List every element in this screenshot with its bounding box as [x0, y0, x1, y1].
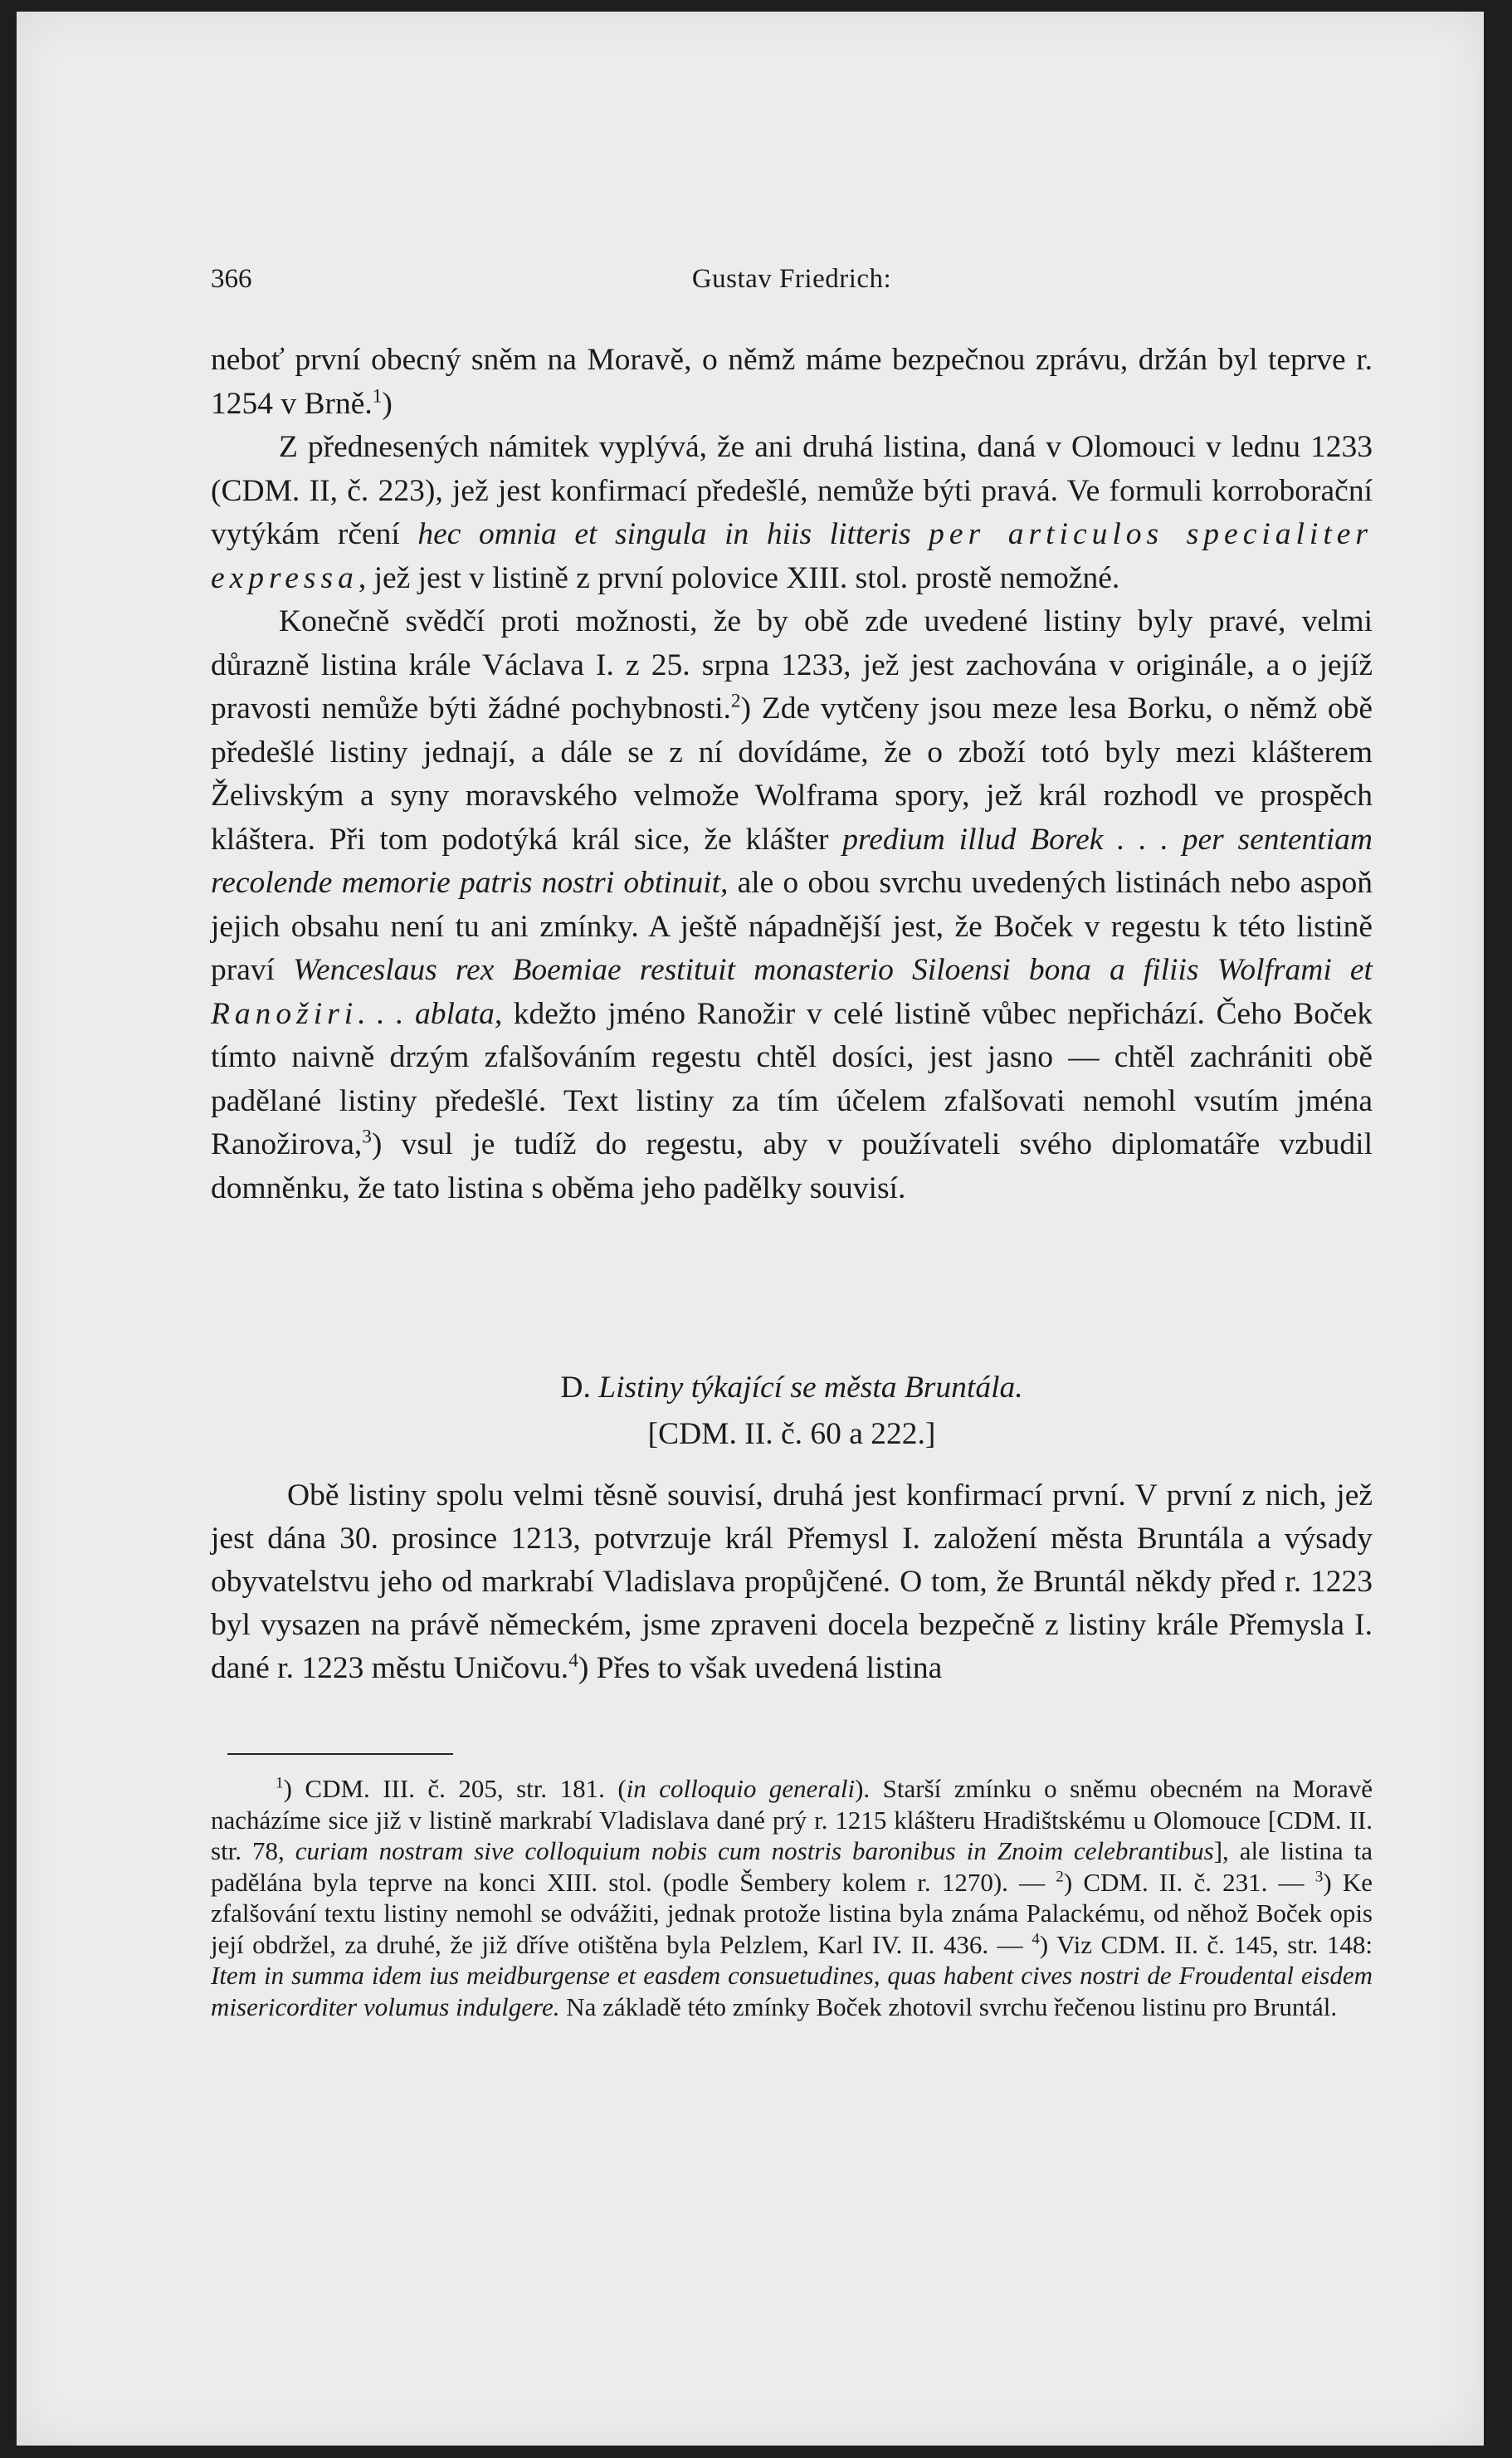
page-header — [211, 257, 1373, 299]
footnotes — [211, 1773, 1373, 2022]
footnote-ref-3: 3 — [362, 1126, 372, 1148]
spaced-name: Ranožiri — [211, 996, 358, 1031]
section-letter: D. — [560, 1371, 591, 1405]
spaced-latin: per articulos specialiter expressa — [211, 517, 1373, 595]
section-reference: [CDM. II. č. 60 a 222.] — [647, 1417, 936, 1451]
footnote-ref-2: 2 — [730, 690, 741, 712]
section-heading — [211, 1365, 1373, 1458]
paragraph-1: neboť první obecný sněm na Moravě, o němž máme bezpečnou zprávu, držán byl teprve r. 1254 v Brně.$^1$) — [211, 343, 1373, 421]
footnote-ref-4: 4 — [568, 1649, 578, 1672]
footnote-ref-1: 1 — [372, 385, 383, 407]
running-head: Gustav Friedrich: — [691, 264, 892, 294]
section-text — [211, 1474, 1373, 1690]
section-title: Listiny týkající se města Bruntála. — [598, 1371, 1023, 1405]
paragraph-3: Konečně svědčí proti možnosti, že by obě zde uvedené listiny byly pravé, velmi důrazně listina krále Václava I. z 25. srpna 1233, jež jest zachována v originále, a o jejíž pravosti nemůže býti žádné pochybnosti.$^2$) Zde vytčeny jsou meze lesa Borku, o němž obě předešlé listiny jednají, a dále se z ní dovídáme, že o zboží totó byly mezi klášterem Želivským a syny moravského velmože Wolframa spory, jež král rozhodl ve prospěch kláštera. Při tom podotýká král sice, že klášter predium illud Borek . . . per sententiam recolende memorie patris nostri obtinuit, ale o obou svrchu uvedených listinách nebo aspoň jejich obsahu není tu ani zmínky. A ještě nápadnější jest, že Boček v regestu k této listině praví Wenceslaus rex Boemiae restituit monasterio Siloensi bona a filiis Wolframi et Ranožiri. . . ablata, kdežto jméno Ranožir v celé listině vůbec nepřichází. Čeho Boček tímto naivně drzým zfalšováním regestu chtěl dosíci, jest jasno — chtěl zachrániti obě padělané listiny předešlé. Text listiny za tím účelem zfalšovati nemohl vsutím jména Ranožirova,$^3$) vsul je tudíž do regestu, aby v používateli svého diplomatáře vzbudil domněnku, že tato listina s oběma jeho padělky souvisí. — [211, 604, 1373, 1205]
paragraph-2: Z přednesených námitek vyplývá, že ani druhá listina, daná v Olomouci v lednu 1233 (CDM. II, č. 223), jež jest konfirmací předešlé, nemůže býti pravá. Ve formuli korroborační vytýkám rčení hec omnia et singula in hiis litteris per articulos specialiter expressa, jež jest v listině z první polovice XIII. stol. prostě nemožné. — [211, 430, 1373, 595]
main-text — [211, 339, 1373, 1210]
scanned-page — [17, 12, 1484, 2446]
paragraph-4: Obě listiny spolu velmi těsně souvisí, druhá jest konfirmací první. V první z nich, jež jest dána 30. prosince 1213, potvrzuje král Přemysl I. založení města Bruntála a výsady obyvatelstvu jeho od markrabí Vladislava propůjčené. O tom, že Bruntál někdy před r. 1223 byl vysazen na právě německém, jsme zpraveni docela bezpečně z listiny krále Přemysla I. dané r. 1223 městu Uničovu.$^4$) Přes to však uvedená listina — [211, 1478, 1373, 1685]
footnote-1: $^1$) CDM. III. č. 205, str. 181. (in colloquio generali). Starší zmínku o sněmu obecném na Moravě nacházíme sice již v listině markrabí Vladislava dané prý r. 1215 klášteru Hradištskému u Olomouce [CDM. II. str. 78, curiam nostram sive colloquium nobis cum nostris baronibus in Znoim celebrantibus], ale listina ta padělána byla teprve na konci XIII. stol. (podle Šembery kolem r. 1270). — $^2$) CDM. II. č. 231. — $^3$) Ke zfalšování textu listiny nemohl se odvážiti, jednak protože listina byla známa Palackému, od něhož Boček opis její obdržel, za druhé, že již dříve otištěna byla Pelzlem, Karl IV. II. 436. — $^4$) Viz CDM. II. č. 145, str. 148: Item in summa idem ius meidburgense et easdem consuetudines, quas habent cives nostri de Froudental eisdem misericorditer volumus indulgere. Na základě této zmínky Boček zhotovil svrchu řečenou listinu pro Bruntál. — [211, 1774, 1373, 2021]
footnote-rule — [227, 1753, 453, 1755]
section-title-line — [211, 1365, 1373, 1411]
page-number: 366 — [211, 264, 252, 294]
